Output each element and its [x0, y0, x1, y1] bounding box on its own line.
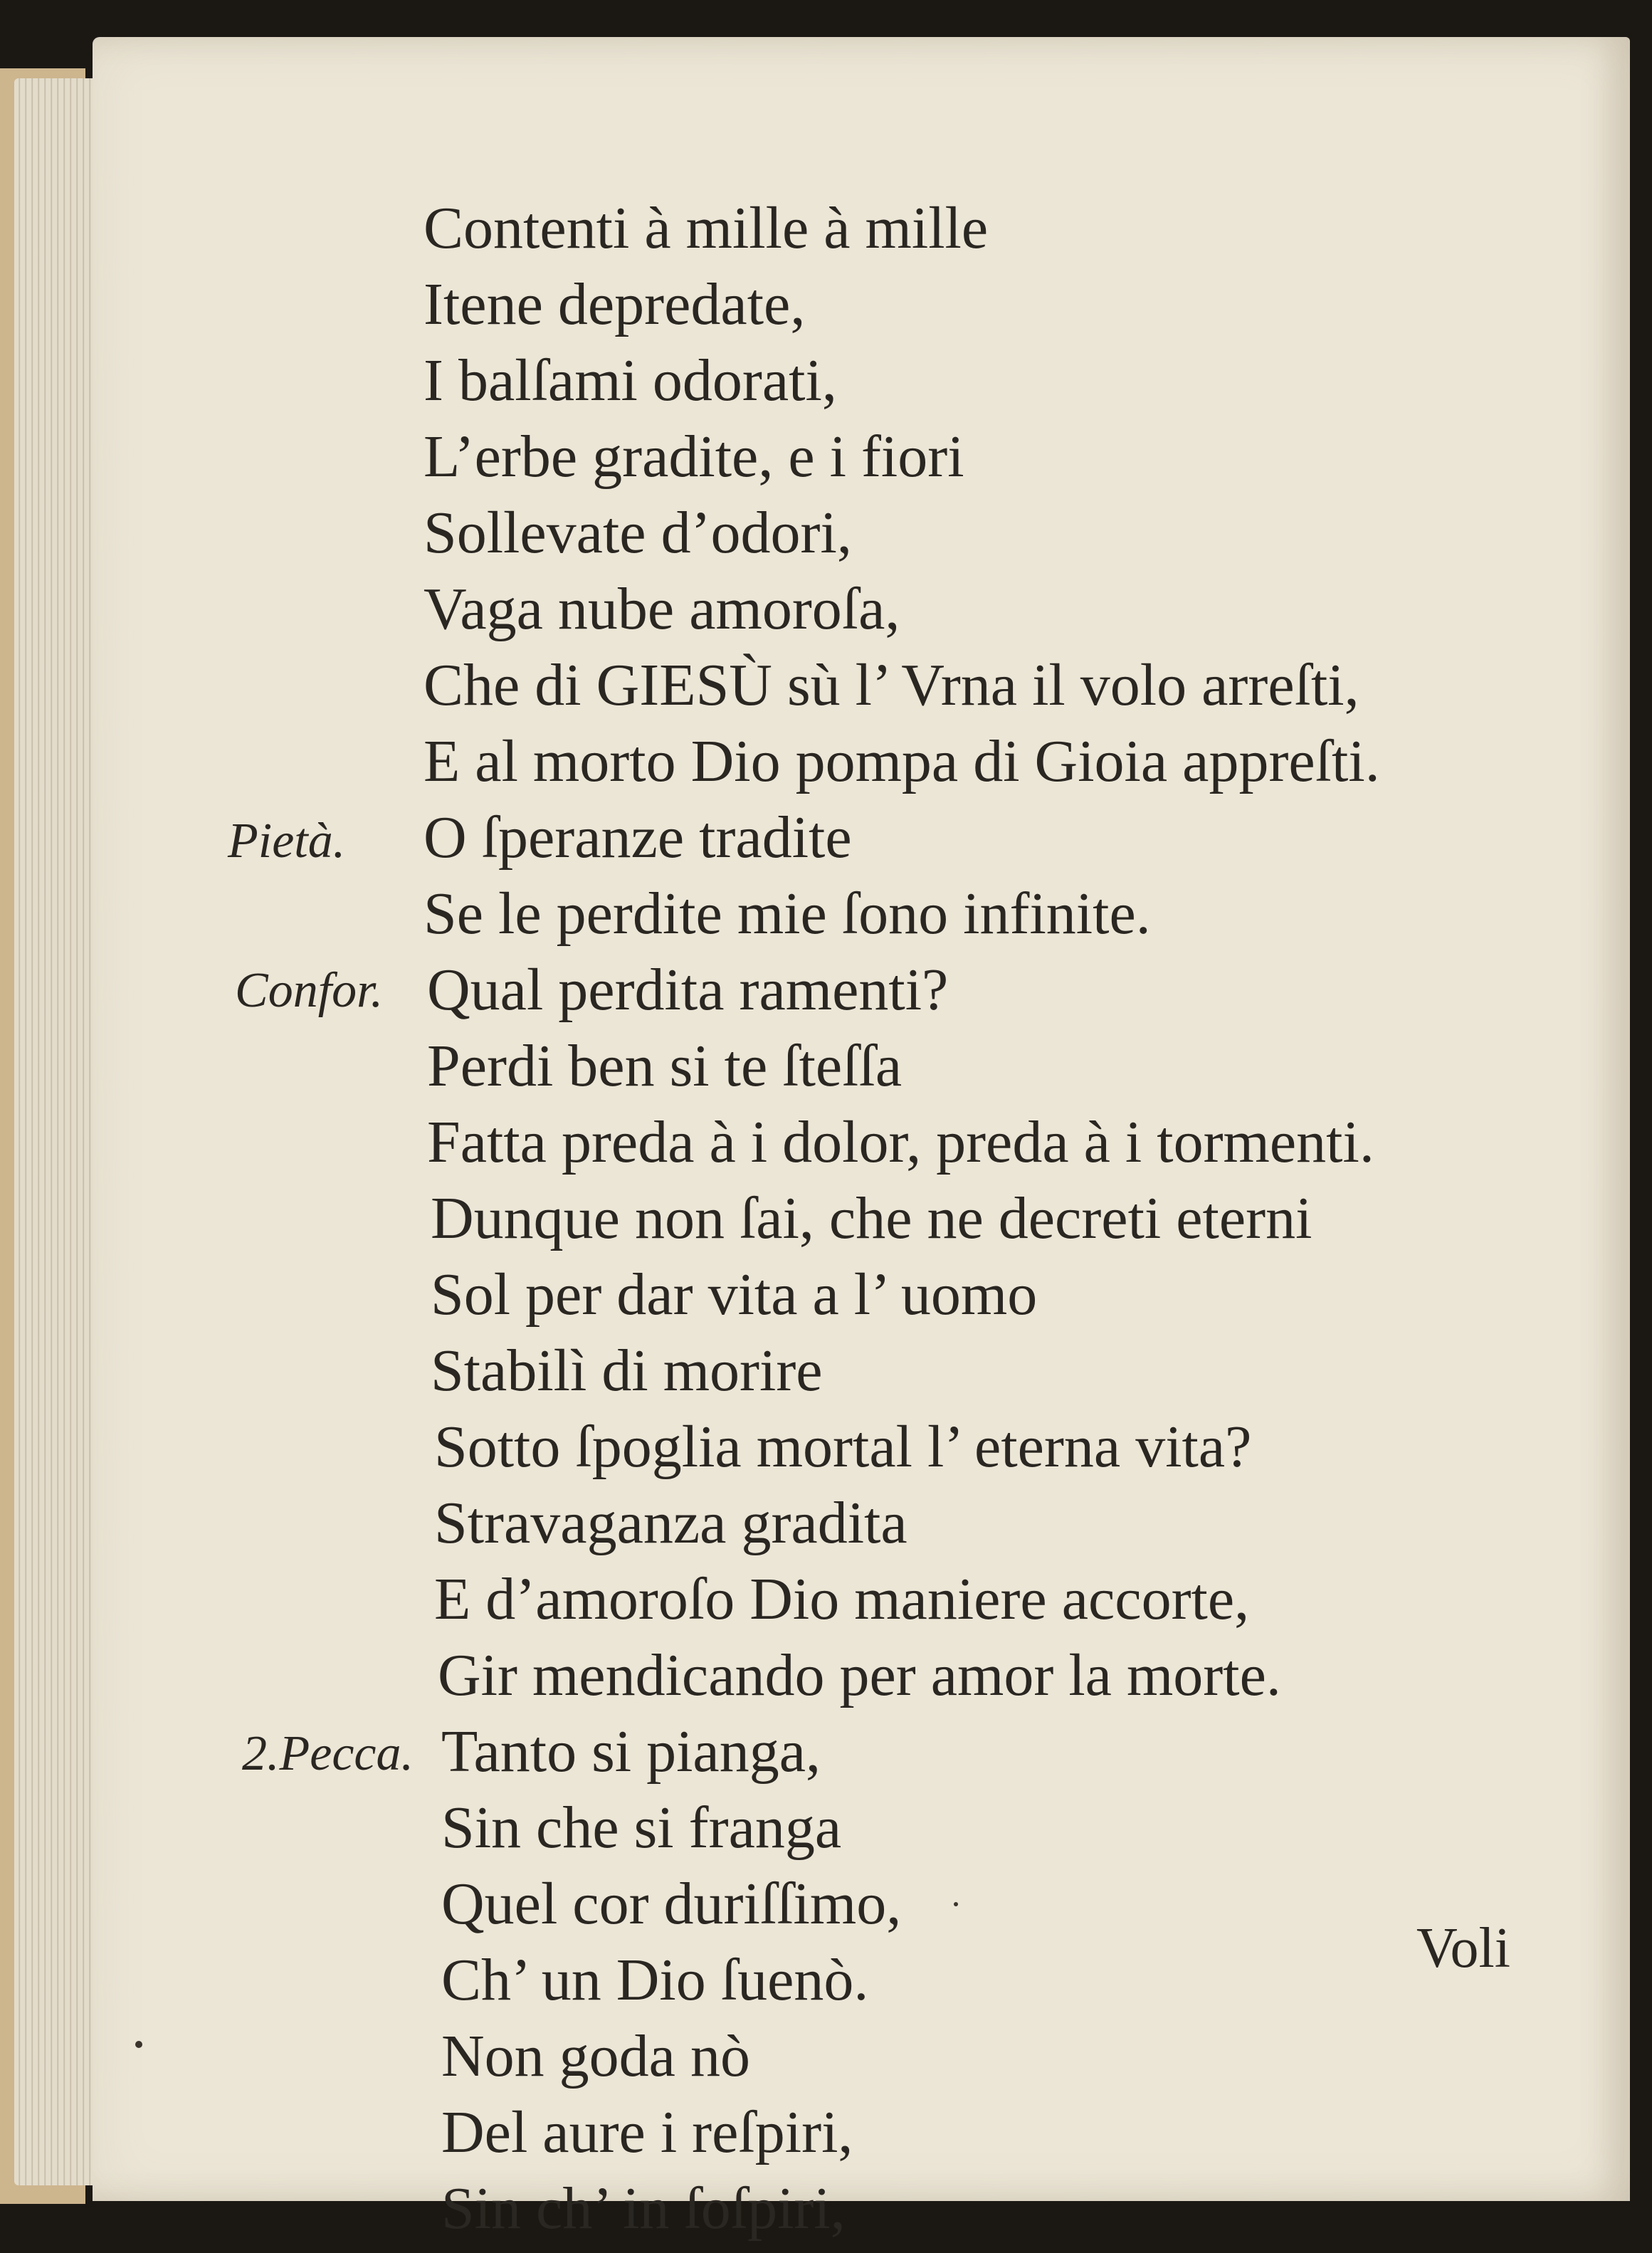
speaker-label-pecca: 2.Pecca. — [242, 1726, 414, 1781]
verse-line: O ſperanze tradite — [423, 804, 852, 871]
verse-line: Sol per dar vita a l’ uomo — [431, 1261, 1038, 1328]
verse-line: Vaga nube amoroſa, — [423, 576, 900, 642]
verse-line: Itene depredate, — [423, 271, 806, 337]
ink-speck — [954, 1902, 958, 1906]
speaker-label-confor: Confor. — [235, 963, 384, 1018]
verse-line: Sin ch’ in ſoſpiri, — [441, 2175, 846, 2242]
verse-line: Ch’ un Dio ſuenò. — [441, 1947, 869, 2013]
verse-line: Sotto ſpoglia mortal l’ eterna vita? — [434, 1414, 1252, 1480]
verse-line: Stravaganza gradita — [434, 1490, 907, 1556]
verse-line: Perdi ben si te ſteſſa — [427, 1033, 903, 1099]
catchword: Voli — [1416, 1917, 1510, 1980]
verse-line: Gir mendicando per amor la morte. — [438, 1642, 1281, 1708]
verse-line: Del aure i reſpiri, — [441, 2099, 853, 2165]
verse-line: Dunque non ſai, che ne decreti eterni — [431, 1185, 1312, 1251]
verse-line: Tanto si pianga, — [441, 1718, 821, 1785]
verse-line: Fatta preda à i dolor, preda à i tormenti. — [427, 1109, 1374, 1175]
verse-line: Qual perdita ramenti? — [427, 957, 949, 1023]
verse-line: Se le perdite mie ſono infinite. — [423, 881, 1151, 947]
verse-line: Che di GIESÙ sù l’ Vrna il volo arreſti, — [423, 652, 1359, 718]
verse-line: Non goda nò — [441, 2023, 750, 2089]
verse-line: Stabilì di morire — [431, 1338, 823, 1404]
verse-line: Sollevate d’odori, — [423, 500, 852, 566]
ink-speck — [135, 2041, 142, 2048]
speaker-label-pieta: Pietà. — [228, 814, 346, 868]
verse-line: Sin che si franga — [441, 1795, 842, 1861]
verse-line: Quel cor duriſſimo, — [441, 1871, 902, 1937]
verse-line: E al morto Dio pompa di Gioia appreſti. — [423, 728, 1380, 794]
verse-line: I balſami odorati, — [423, 347, 837, 414]
verse-line: E d’amoroſo Dio maniere accorte, — [434, 1566, 1250, 1632]
verse-line: Contenti à mille à mille — [423, 195, 989, 261]
page — [93, 37, 1630, 2242]
verse-line: L’erbe gradite, e i fiori — [423, 424, 964, 490]
